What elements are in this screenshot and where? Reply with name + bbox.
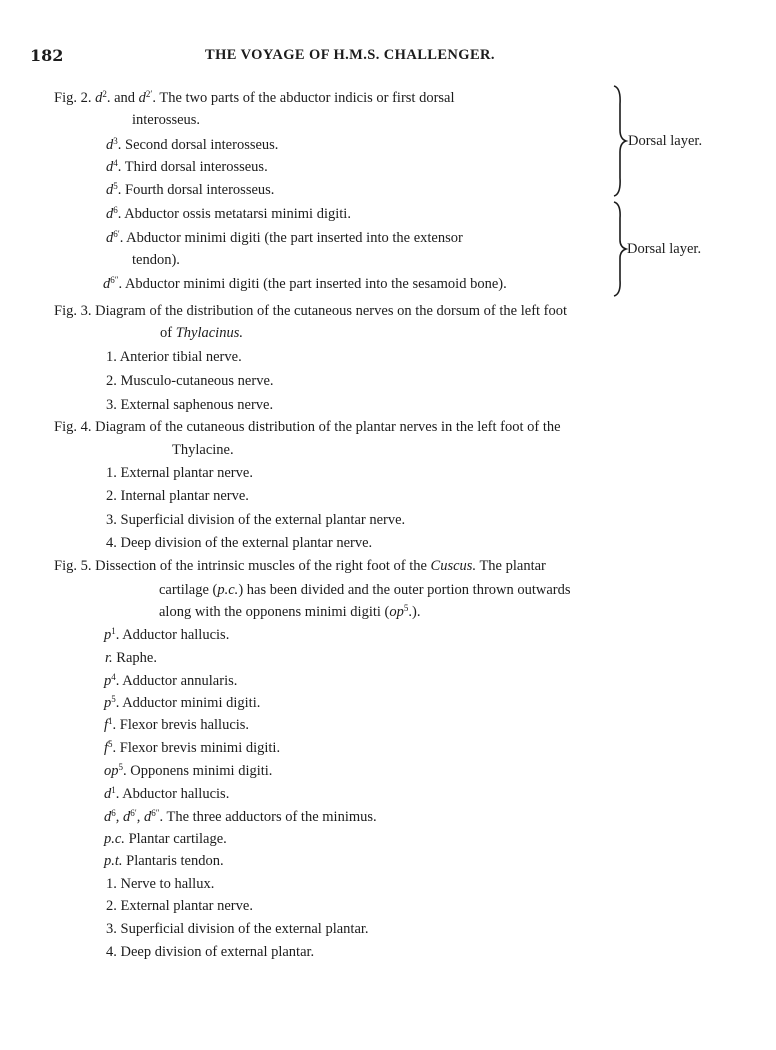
fig2-item-d6pp: $d^{6''}$. Abductor minimi digiti (the part inserted into the sesamoid bone). <box>103 275 507 292</box>
fig2-line1b: interosseus. <box>132 112 201 128</box>
fig5-line3: along with the opponens minimi digiti $(op^5.)$. <box>159 603 421 620</box>
fig5-item-pc: p.c. Plantar cartilage. <box>104 831 227 847</box>
fig5-item-p4: $p^4$. Adductor annularis. <box>104 672 238 689</box>
fig5-item-p1: $p^1$. Adductor hallucis. <box>104 626 230 643</box>
fig5-item-d6-set: $d^6$, $d^{6'}$, $d^{6''}$. The three adductors of the minimus. <box>104 808 377 825</box>
fig5-item-d1: $d^1$. Abductor hallucis. <box>104 785 230 802</box>
fig5-item-4: 4. Deep division of external plantar. <box>106 944 315 960</box>
brace-lower-label: Dorsal layer. <box>627 241 702 257</box>
fig5-line2: cartilage (p.c.) has been divided and the outer portion thrown outwards <box>159 582 571 598</box>
fig5-item-2: 2. External plantar nerve. <box>106 898 253 914</box>
fig2-line1: Fig. 2. $d^2$. and $d^{2'}$. The two parts of the abductor indicis or first dorsal <box>54 89 455 106</box>
fig4-item-4: 4. Deep division of the external plantar nerve. <box>106 535 373 551</box>
fig5-item-1: 1. Nerve to hallux. <box>106 876 215 892</box>
fig3-item-3: 3. External saphenous nerve. <box>106 397 274 413</box>
fig4-item-3: 3. Superficial division of the external plantar nerve. <box>106 512 406 528</box>
page-number: 182 <box>30 46 64 65</box>
fig2-item-d6p: $d^{6'}$. Abductor minimi digiti (the part inserted into the extensor <box>106 229 463 246</box>
fig2-item-d6p-b: tendon). <box>132 252 180 268</box>
fig4-item-2: 2. Internal plantar nerve. <box>106 488 249 504</box>
fig5-item-f5: $f^5$. Flexor brevis minimi digiti. <box>104 739 281 756</box>
fig2-item-d6: $d^6$. Abductor ossis metatarsi minimi digiti. <box>106 205 351 222</box>
fig5-item-3: 3. Superficial division of the external plantar. <box>106 921 369 937</box>
fig4-line2: Thylacine. <box>172 442 234 458</box>
fig3-item-1: 1. Anterior tibial nerve. <box>106 349 242 365</box>
running-title: THE VOYAGE OF H.M.S. CHALLENGER. <box>205 47 495 63</box>
fig3-line2: of Thylacinus. <box>160 325 243 341</box>
fig5-item-pt: p.t. Plantaris tendon. <box>104 853 224 869</box>
fig2-item-d4: $d^4$. Third dorsal interosseus. <box>106 158 268 175</box>
fig5-item-p5: $p^5$. Adductor minimi digiti. <box>104 694 261 711</box>
brace-upper <box>606 84 630 198</box>
fig2-item-d3: $d^3$. Second dorsal interosseus. <box>106 136 279 153</box>
brace-upper-label: Dorsal layer. <box>628 133 703 149</box>
fig4-line1: Fig. 4. Diagram of the cutaneous distribution of the plantar nerves in the left foot of the <box>54 419 561 435</box>
fig5-item-r: r. Raphe. <box>105 650 157 666</box>
running-header <box>0 46 776 70</box>
fig5-item-op5: $op^5$. Opponens minimi digiti. <box>104 762 273 779</box>
fig4-item-1: 1. External plantar nerve. <box>106 465 253 481</box>
fig3-line1: Fig. 3. Diagram of the distribution of the cutaneous nerves on the dorsum of the left foot <box>54 303 568 319</box>
fig2-item-d5: $d^5$. Fourth dorsal interosseus. <box>106 181 275 198</box>
fig5-item-f1: $f^1$. Flexor brevis hallucis. <box>104 716 250 733</box>
fig5-line1: Fig. 5. Dissection of the intrinsic muscles of the right foot of the Cuscus. The plantar <box>54 558 546 574</box>
fig3-item-2: 2. Musculo-cutaneous nerve. <box>106 373 274 389</box>
